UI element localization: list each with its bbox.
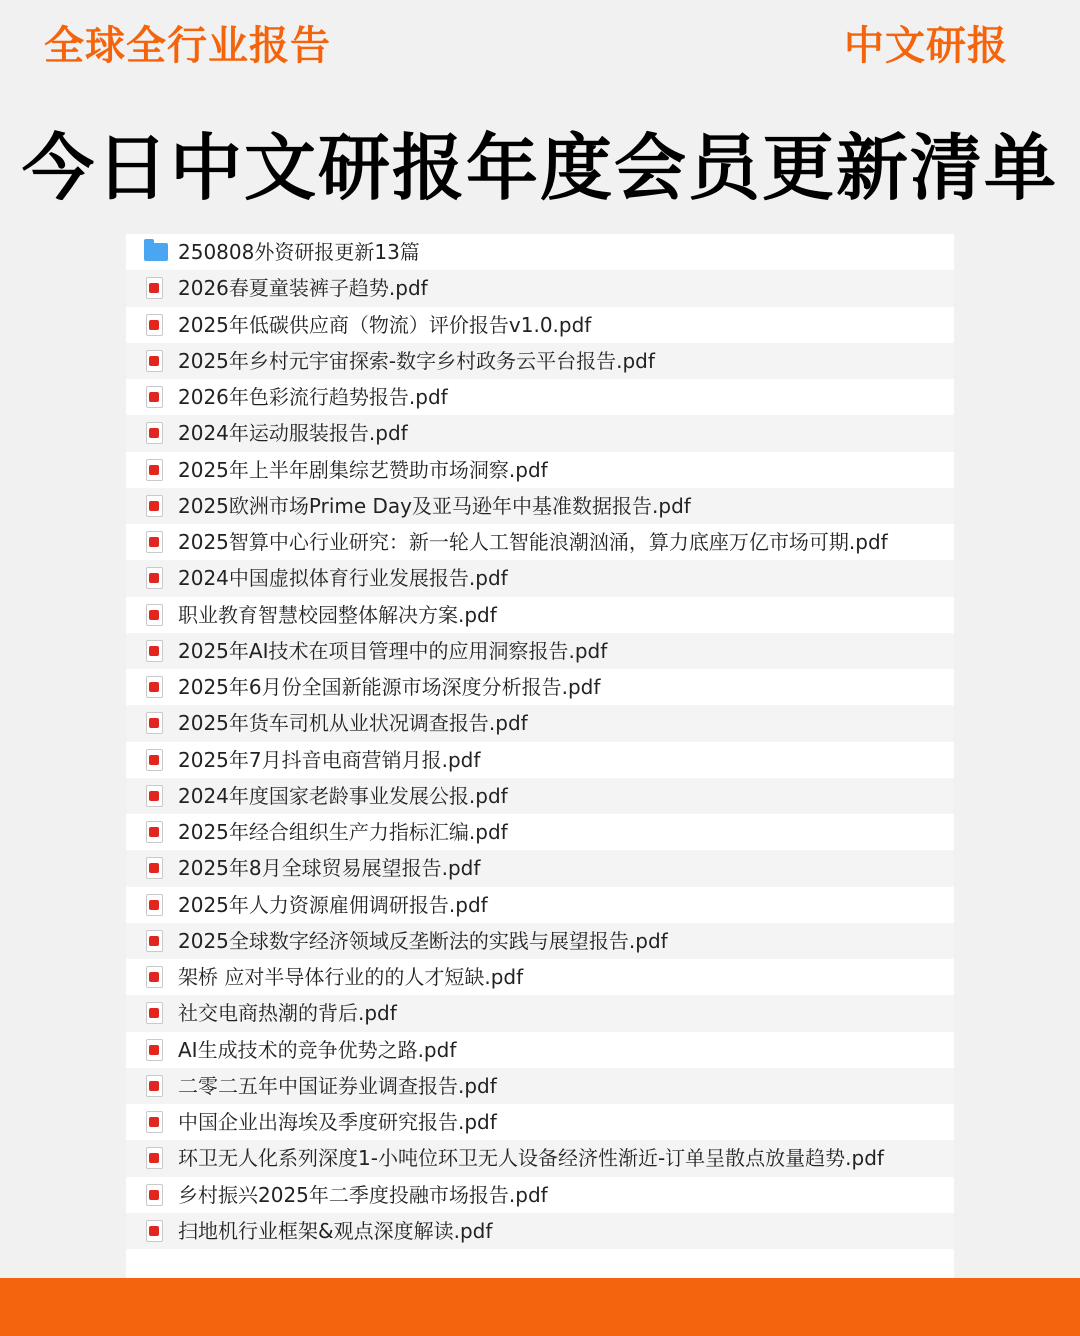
file-name: 2025年乡村元宇宙探索-数字乡村政务云平台报告.pdf xyxy=(178,348,655,373)
pdf-icon xyxy=(144,313,164,337)
file-row[interactable] xyxy=(126,995,954,1031)
pdf-icon xyxy=(144,494,164,518)
file-row[interactable] xyxy=(126,887,954,923)
file-name: 2024年运动服装报告.pdf xyxy=(178,421,408,446)
file-name: 2025年低碳供应商（物流）评价报告v1.0.pdf xyxy=(178,312,592,337)
file-name: 2026春夏童装裤子趋势.pdf xyxy=(178,276,428,301)
file-name: 2025欧洲市场Prime Day及亚马逊年中基准数据报告.pdf xyxy=(178,493,691,518)
pdf-icon xyxy=(144,820,164,844)
folder-row[interactable] xyxy=(126,234,954,270)
header-tag-chinese-reports: 中文研报 xyxy=(844,23,1008,69)
pdf-icon xyxy=(144,458,164,482)
file-name: 2025年6月份全国新能源市场深度分析报告.pdf xyxy=(178,675,601,700)
file-row[interactable] xyxy=(126,778,954,814)
pdf-icon xyxy=(144,1001,164,1025)
file-row[interactable] xyxy=(126,560,954,596)
pdf-icon xyxy=(144,929,164,953)
file-row[interactable] xyxy=(126,343,954,379)
file-row[interactable] xyxy=(126,270,954,306)
pdf-icon xyxy=(144,385,164,409)
file-name: 扫地机行业框架&观点深度解读.pdf xyxy=(178,1218,493,1243)
file-row[interactable] xyxy=(126,524,954,560)
pdf-icon xyxy=(144,711,164,735)
file-name: 2026年色彩流行趋势报告.pdf xyxy=(178,385,448,410)
pdf-icon xyxy=(144,1074,164,1098)
pdf-icon xyxy=(144,421,164,445)
file-name: 2025智算中心行业研究：新一轮人工智能浪潮汹涌，算力底座万亿市场可期.pdf xyxy=(178,530,888,555)
file-name: 2025全球数字经济领域反垄断法的实践与展望报告.pdf xyxy=(178,928,668,953)
file-name: 2025年经合组织生产力指标汇编.pdf xyxy=(178,820,508,845)
file-name: 乡村振兴2025年二季度投融市场报告.pdf xyxy=(178,1182,548,1207)
file-row[interactable] xyxy=(126,1032,954,1068)
file-row[interactable] xyxy=(126,597,954,633)
file-row[interactable] xyxy=(126,379,954,415)
page-title: 今日中文研报年度会员更新清单 xyxy=(21,126,1058,210)
file-row[interactable] xyxy=(126,452,954,488)
file-row[interactable] xyxy=(126,923,954,959)
file-name: 2025年8月全球贸易展望报告.pdf xyxy=(178,856,481,881)
pdf-icon xyxy=(144,530,164,554)
file-row[interactable] xyxy=(126,307,954,343)
pdf-icon xyxy=(144,1038,164,1062)
file-name: 架桥 应对半导体行业的的人才短缺.pdf xyxy=(178,965,524,990)
pdf-icon xyxy=(144,566,164,590)
pdf-icon xyxy=(144,784,164,808)
file-name: 2024年度国家老龄事业发展公报.pdf xyxy=(178,783,508,808)
file-list xyxy=(126,234,954,1280)
pdf-icon xyxy=(144,965,164,989)
file-name: 2025年上半年剧集综艺赞助市场洞察.pdf xyxy=(178,457,548,482)
pdf-icon xyxy=(144,639,164,663)
file-name: 二零二五年中国证券业调查报告.pdf xyxy=(178,1073,497,1098)
file-row[interactable] xyxy=(126,850,954,886)
file-name: 2025年7月抖音电商营销月报.pdf xyxy=(178,747,481,772)
file-row[interactable] xyxy=(126,1068,954,1104)
file-name: 中国企业出海埃及季度研究报告.pdf xyxy=(178,1110,497,1135)
pdf-icon xyxy=(144,1183,164,1207)
pdf-icon xyxy=(144,276,164,300)
file-row[interactable] xyxy=(126,488,954,524)
file-name: 环卫无人化系列深度1-小吨位环卫无人设备经济性渐近-订单呈散点放量趋势.pdf xyxy=(178,1146,884,1171)
file-row[interactable] xyxy=(126,959,954,995)
pdf-icon xyxy=(144,1146,164,1170)
file-name: 2025年货车司机从业状况调查报告.pdf xyxy=(178,711,528,736)
file-row[interactable] xyxy=(126,742,954,778)
file-row[interactable] xyxy=(126,633,954,669)
bottom-accent-bar xyxy=(0,1278,1080,1336)
file-name: 2024中国虚拟体育行业发展报告.pdf xyxy=(178,566,508,591)
file-row[interactable] xyxy=(126,705,954,741)
header-tag-global-reports: 全球全行业报告 xyxy=(44,23,331,69)
file-name: 2025年AI技术在项目管理中的应用洞察报告.pdf xyxy=(178,638,608,663)
file-row[interactable] xyxy=(126,669,954,705)
file-name: 社交电商热潮的背后.pdf xyxy=(178,1001,397,1026)
pdf-icon xyxy=(144,349,164,373)
pdf-icon xyxy=(144,856,164,880)
pdf-icon xyxy=(144,1219,164,1243)
pdf-icon xyxy=(144,748,164,772)
file-name: 职业教育智慧校园整体解决方案.pdf xyxy=(178,602,497,627)
pdf-icon xyxy=(144,1110,164,1134)
file-name: 250808外资研报更新13篇 xyxy=(178,240,420,265)
file-row[interactable] xyxy=(126,1140,954,1176)
file-row[interactable] xyxy=(126,415,954,451)
file-name: AI生成技术的竞争优势之路.pdf xyxy=(178,1037,457,1062)
file-row[interactable] xyxy=(126,1213,954,1249)
pdf-icon xyxy=(144,893,164,917)
file-row[interactable] xyxy=(126,814,954,850)
pdf-icon xyxy=(144,675,164,699)
folder-icon xyxy=(144,240,164,264)
pdf-icon xyxy=(144,603,164,627)
file-name: 2025年人力资源雇佣调研报告.pdf xyxy=(178,892,488,917)
file-row[interactable] xyxy=(126,1104,954,1140)
file-row[interactable] xyxy=(126,1177,954,1213)
